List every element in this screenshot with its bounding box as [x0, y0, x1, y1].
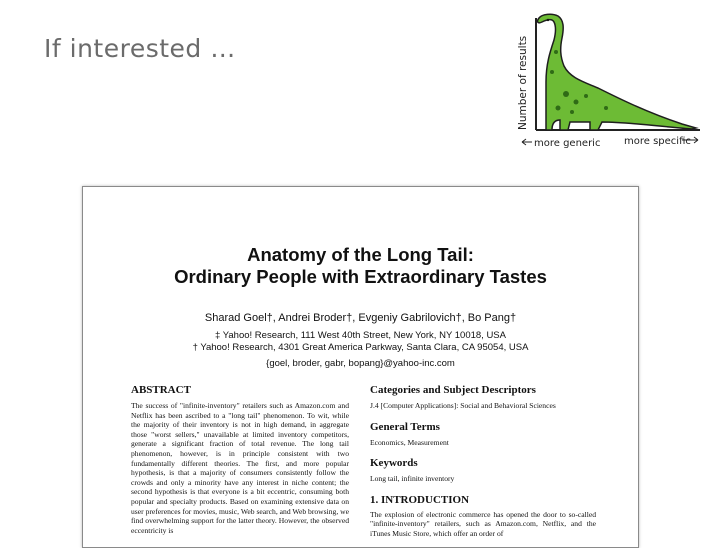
- cartoon-y-label: Number of results: [517, 35, 529, 130]
- dinosaur-spot: [550, 70, 554, 74]
- general-terms-text: Economics, Measurement: [370, 437, 449, 447]
- dinosaur-body: [538, 14, 696, 130]
- keywords-heading: Keywords: [370, 457, 418, 470]
- left-arrow-icon: [522, 139, 532, 145]
- categories-text: J.4 [Computer Applications]: Social and Behavioral Sciences: [370, 401, 556, 410]
- dinosaur-spot: [574, 100, 579, 105]
- paper-screenshot: [82, 186, 639, 548]
- paper-right-column: [370, 384, 596, 539]
- dinosaur-spot: [570, 110, 574, 114]
- cartoon-x-left-label: more generic: [534, 138, 601, 149]
- introduction-text: The explosion of electronic commerce has opened the door to so-called "infinite-inventory" retailers, such as Amazon.com, Netflix, and the iTunes Music Store, which offer an order of: [370, 509, 596, 538]
- categories-heading: Categories and Subject Descriptors: [370, 384, 536, 396]
- paper-title-line1: Anatomy of the Long Tail:: [247, 244, 474, 265]
- general-terms-heading: General Terms: [370, 420, 440, 433]
- dinosaur-spot: [604, 106, 608, 110]
- dinosaur-spot: [554, 50, 558, 54]
- paper-affiliation-2: † Yahoo! Research, 4301 Great America Parkway, Santa Clara, CA 95054, USA: [192, 342, 529, 353]
- paper-authors: Sharad Goel†, Andrei Broder†, Evgeniy Gabrilovich†, Bo Pang†: [204, 312, 517, 324]
- paper-title-line2: Ordinary People with Extraordinary Tastes: [174, 266, 547, 287]
- abstract-text: The success of "infinite-inventory" retailers such as Amazon.com and Netflix has been ascribed to a "long tail" phenomenon. To wit, while the majority of their inventory is not in high demand, in aggregate those "worst sellers," unavailable at limited inventory competitors, generate a significant fraction of total revenue. The long tail phenomenon, however, is in principle consistent with two fundamentally different theories. The first, and more popular hypothesis, is that a majority of consumers consistently follow the crowds and only a minority have any interest in niche content; the second hypothesis is that everyone is a bit eccentric, consuming both popular and specialty products. Based on examining extensive data on user preferences for movies, music, Web search, and Web browsing, we find overwhelming support for the latter theory. However, the observed eccentricity is: [131, 401, 349, 535]
- introduction-heading: 1. INTRODUCTION: [370, 493, 470, 506]
- slide-title: If interested …: [44, 34, 236, 63]
- paper-affiliation-1: ‡ Yahoo! Research, 111 West 40th Street, New York, NY 10018, USA: [215, 330, 506, 341]
- dinosaur-eye: [547, 19, 549, 21]
- paper-left-column: [131, 384, 349, 535]
- long-tail-dinosaur-cartoon: [506, 12, 702, 152]
- keywords-text: Long tail, infinite inventory: [370, 474, 455, 484]
- paper-emails: {goel, broder, gabr, bopang}@yahoo-inc.com: [266, 358, 455, 369]
- dinosaur-spot: [563, 91, 569, 97]
- dinosaur-spot: [556, 106, 561, 111]
- dinosaur-spot: [584, 94, 588, 98]
- cartoon-x-right-label: more specific: [624, 136, 691, 147]
- abstract-heading: ABSTRACT: [131, 384, 191, 396]
